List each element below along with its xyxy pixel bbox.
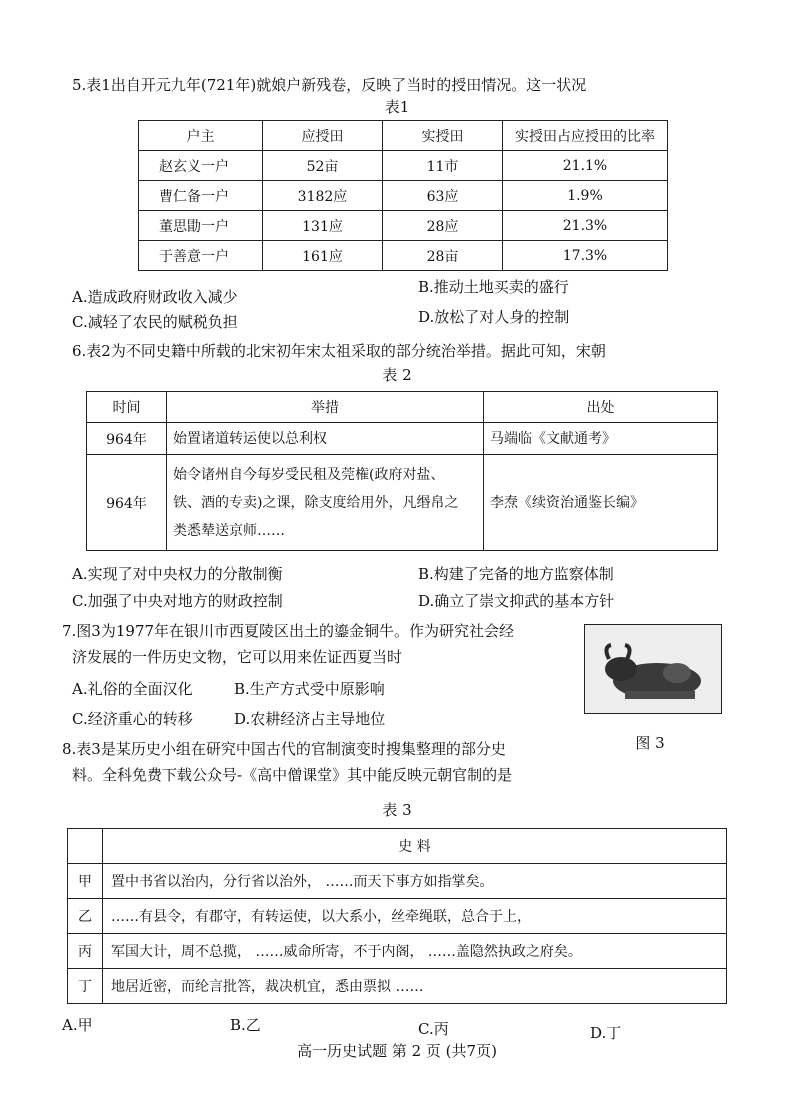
ox-figure-icon (585, 625, 721, 713)
bronze-ox-image (584, 624, 722, 714)
table-row (87, 455, 718, 551)
table3-text: ……有县令，有郡守，有转运使，以大系小，丝牵绳联，总合于上， (103, 899, 727, 934)
q6-option-a[interactable]: A.实现了对中央权力的分散制衡 (72, 565, 283, 583)
table-row (139, 211, 668, 241)
table-row (68, 899, 727, 934)
table1-cell: 63应 (383, 181, 503, 211)
table3-text: 军国大计，周不总揽， ……威命所寄，不于内阁， ……盖隐然执政之府矣。 (103, 934, 727, 969)
table1-cell: 131应 (263, 211, 383, 241)
table-row (139, 151, 668, 181)
q8-stem-line2: 料。全科免费下载公众号-《高中僧课堂》其中能反映元朝官制的是 (72, 766, 513, 784)
table-row (68, 864, 727, 899)
q8-stem-line1: 8.表3是某历史小组在研究中国古代的官制演变时搜集整理的部分史 (62, 740, 506, 758)
table1-header: 应授田 (263, 121, 383, 151)
q8-option-d[interactable]: D.丁 (590, 1024, 622, 1042)
q5-option-c[interactable]: C.减轻了农民的赋税负担 (72, 313, 238, 331)
table2 (86, 391, 718, 551)
q8-option-a[interactable]: A.甲 (62, 1016, 93, 1034)
table3-key: 甲 (68, 864, 103, 899)
table2-measure-line: 铁、酒的专卖)之课，除支度给用外，凡缗帛之 (173, 494, 459, 511)
q6-stem: 6.表2为不同史籍中所载的北宋初年宋太祖采取的部分统治举措。据此可知，宋朝 (72, 342, 606, 360)
table1-cell: 28亩 (383, 241, 503, 271)
table3-header-row (68, 829, 727, 864)
table1-cell: 赵玄义一户 (139, 151, 263, 181)
table2-header: 时间 (87, 392, 167, 423)
table1-cell: 21.3% (503, 211, 668, 241)
q7-option-b[interactable]: B.生产方式受中原影响 (234, 680, 385, 698)
q6-option-c[interactable]: C.加强了中央对地方的财政控制 (72, 592, 283, 610)
table1-title: 表1 (384, 98, 410, 116)
q5-option-a[interactable]: A.造成政府财政收入减少 (72, 288, 238, 306)
table3-header: 史 料 (103, 829, 727, 864)
table1-cell: 11市 (383, 151, 503, 181)
table2-header: 出处 (484, 392, 718, 423)
q7-stem-line2: 济发展的一件历史文物，它可以用来佐证西夏当时 (72, 648, 403, 666)
table-row (139, 181, 668, 211)
table2-measure-line: 始令诸州自今每岁受民租及莞権(政府对盐、 (173, 466, 445, 483)
table1-cell: 161应 (263, 241, 383, 271)
table3-key: 丁 (68, 969, 103, 1004)
table-row (139, 241, 668, 271)
table2-time: 964年 (87, 423, 167, 455)
table3-text: 置中书省以治内，分行省以治外， ……而天下事方如指掌矣。 (103, 864, 727, 899)
figure3-caption: 图 3 (635, 734, 665, 752)
table2-source: 李焘《续资治通鉴长编》 (484, 455, 718, 551)
table1-cell: 28应 (383, 211, 503, 241)
table1-cell: 17.3% (503, 241, 668, 271)
table1-cell: 1.9% (503, 181, 668, 211)
table1-cell: 曹仁备一户 (139, 181, 263, 211)
table2-header-row (87, 392, 718, 423)
q5-option-b[interactable]: B.推动土地买卖的盛行 (418, 278, 569, 296)
table1-header: 实授田 (383, 121, 503, 151)
q8-option-b[interactable]: B.乙 (230, 1016, 261, 1034)
table2-measure-line: 类悉辇送京师…… (173, 522, 285, 539)
table-row (68, 934, 727, 969)
q5-stem: 5.表1出自开元九年(721年)就娘户新残卷，反映了当时的授田情况。这一状况 (72, 76, 587, 94)
table1-header-row (139, 121, 668, 151)
q5-option-d[interactable]: D.放松了对人身的控制 (418, 308, 570, 326)
q6-option-d[interactable]: D.确立了崇文抑武的基本方针 (418, 592, 615, 610)
table1 (138, 120, 668, 271)
q6-option-b[interactable]: B.构建了完备的地方监察体制 (418, 565, 614, 583)
table1-cell: 于善意一户 (139, 241, 263, 271)
table3-key: 乙 (68, 899, 103, 934)
table2-header: 举措 (167, 392, 484, 423)
table3-key: 丙 (68, 934, 103, 969)
table1-cell: 董思勖一户 (139, 211, 263, 241)
table1-cell: 21.1% (503, 151, 668, 181)
table1-header: 实授田占应授田的比率 (503, 121, 668, 151)
table1-cell: 3182应 (263, 181, 383, 211)
q7-option-c[interactable]: C.经济重心的转移 (72, 710, 193, 728)
q8-option-c[interactable]: C.丙 (418, 1020, 449, 1038)
table1-header: 户主 (139, 121, 263, 151)
table-row (87, 423, 718, 455)
table3-corner (68, 829, 103, 864)
table3 (67, 828, 727, 1004)
q7-stem-line1: 7.图3为1977年在银川市西夏陵区出土的鎏金铜牛。作为研究社会经 (62, 622, 515, 640)
table3-title: 表 3 (382, 801, 412, 819)
table2-time: 964年 (87, 455, 167, 551)
q7-option-d[interactable]: D.农耕经济占主导地位 (234, 710, 386, 728)
table2-title: 表 2 (382, 366, 412, 384)
table1-cell: 52亩 (263, 151, 383, 181)
table3-text: 地居近密，而纶言批答，裁决机宜，悉由票拟 …… (103, 969, 727, 1004)
table2-source: 马端临《文献通考》 (484, 423, 718, 455)
table-row (68, 969, 727, 1004)
table2-measure: 始置诸道转运使以总利权 (167, 423, 484, 455)
q7-option-a[interactable]: A.礼俗的全面汉化 (72, 680, 193, 698)
table2-measure (167, 455, 484, 551)
page-footer: 高一历史试题 第 2 页 (共7页) (297, 1042, 497, 1060)
